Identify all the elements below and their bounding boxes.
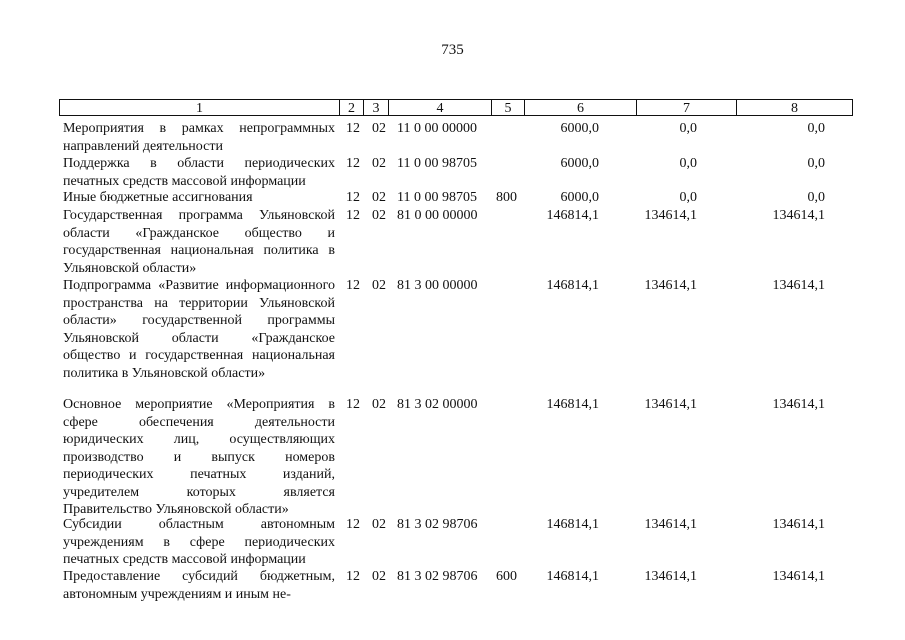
row-name: Основное мероприятие «Мероприятия в сфере обеспечения деятельности юридических лиц, осуществляющих производство и выпуск номеров периодических печатных изданий, учредителем которых является Правительство Ульяновской области» — [63, 397, 335, 517]
row-amount-col8: 134614,1 — [772, 569, 825, 584]
row-target-code: 11 0 00 00000 — [397, 121, 477, 136]
header-col-2: 2 — [340, 99, 364, 116]
row-section: 12 — [346, 278, 360, 293]
row-amount-col6: 146814,1 — [546, 278, 599, 293]
row-amount-col6: 6000,0 — [560, 190, 599, 205]
row-subsection: 02 — [372, 121, 386, 136]
row-subsection: 02 — [372, 190, 386, 205]
row-amount-col6: 146814,1 — [546, 208, 599, 223]
row-target-code: 81 3 02 00000 — [397, 397, 478, 412]
row-subsection: 02 — [372, 278, 386, 293]
row-target-code: 81 3 02 98706 — [397, 517, 478, 532]
row-amount-col7: 134614,1 — [644, 397, 697, 412]
row-subsection: 02 — [372, 569, 386, 584]
row-name: Иные бюджетные ассигнования — [63, 190, 253, 205]
row-amount-col7: 134614,1 — [644, 208, 697, 223]
row-amount-col8: 134614,1 — [772, 517, 825, 532]
row-amount-col7: 0,0 — [679, 156, 697, 171]
row-amount-col6: 146814,1 — [546, 569, 599, 584]
row-target-code: 81 0 00 00000 — [397, 208, 478, 223]
header-col-1: 1 — [59, 99, 340, 116]
row-target-code: 81 3 00 00000 — [397, 278, 478, 293]
row-amount-col7: 134614,1 — [644, 278, 697, 293]
row-section: 12 — [346, 397, 360, 412]
row-expense-type: 800 — [496, 190, 517, 205]
row-name: Государственная программа Ульяновской области «Гражданское общество и государственная национальная политика в Ульяновской области» — [63, 208, 335, 276]
row-expense-type: 600 — [496, 569, 517, 584]
row-section: 12 — [346, 517, 360, 532]
row-name: Подпрограмма «Развитие информационного пространства на территории Ульяновской области» государственной программы Ульяновской области «Гражданское общество и государственная национальная политика в Ульяновской области» — [63, 278, 335, 381]
row-amount-col8: 134614,1 — [772, 397, 825, 412]
row-amount-col7: 134614,1 — [644, 517, 697, 532]
row-amount-col6: 6000,0 — [560, 121, 599, 136]
row-subsection: 02 — [372, 156, 386, 171]
row-amount-col6: 146814,1 — [546, 397, 599, 412]
row-target-code: 11 0 00 98705 — [397, 190, 477, 205]
row-amount-col8: 0,0 — [807, 121, 825, 136]
row-name: Субсидии областным автономным учреждениям в сфере периодических печатных средств массовой информации — [63, 517, 335, 567]
row-subsection: 02 — [372, 397, 386, 412]
row-name: Мероприятия в рамках непрограммных направлений деятельности — [63, 121, 335, 154]
row-amount-col7: 134614,1 — [644, 569, 697, 584]
header-col-8: 8 — [737, 99, 853, 116]
row-name: Предоставление субсидий бюджетным, автономным учреждениям и иным не- — [63, 569, 335, 602]
row-amount-col8: 134614,1 — [772, 278, 825, 293]
row-section: 12 — [346, 208, 360, 223]
row-amount-col8: 134614,1 — [772, 208, 825, 223]
row-amount-col6: 6000,0 — [560, 156, 599, 171]
header-col-5: 5 — [492, 99, 525, 116]
row-subsection: 02 — [372, 517, 386, 532]
row-section: 12 — [346, 190, 360, 205]
row-amount-col6: 146814,1 — [546, 517, 599, 532]
row-subsection: 02 — [372, 208, 386, 223]
row-name: Поддержка в области периодических печатных средств массовой информации — [63, 156, 335, 189]
row-target-code: 81 3 02 98706 — [397, 569, 478, 584]
row-section: 12 — [346, 156, 360, 171]
row-amount-col7: 0,0 — [679, 190, 697, 205]
row-amount-col8: 0,0 — [807, 156, 825, 171]
row-target-code: 11 0 00 98705 — [397, 156, 477, 171]
header-col-7: 7 — [637, 99, 737, 116]
page-number: 735 — [441, 42, 464, 58]
row-amount-col7: 0,0 — [679, 121, 697, 136]
row-amount-col8: 0,0 — [807, 190, 825, 205]
header-col-3: 3 — [364, 99, 389, 116]
row-section: 12 — [346, 121, 360, 136]
header-col-4: 4 — [389, 99, 492, 116]
row-section: 12 — [346, 569, 360, 584]
header-col-6: 6 — [525, 99, 637, 116]
